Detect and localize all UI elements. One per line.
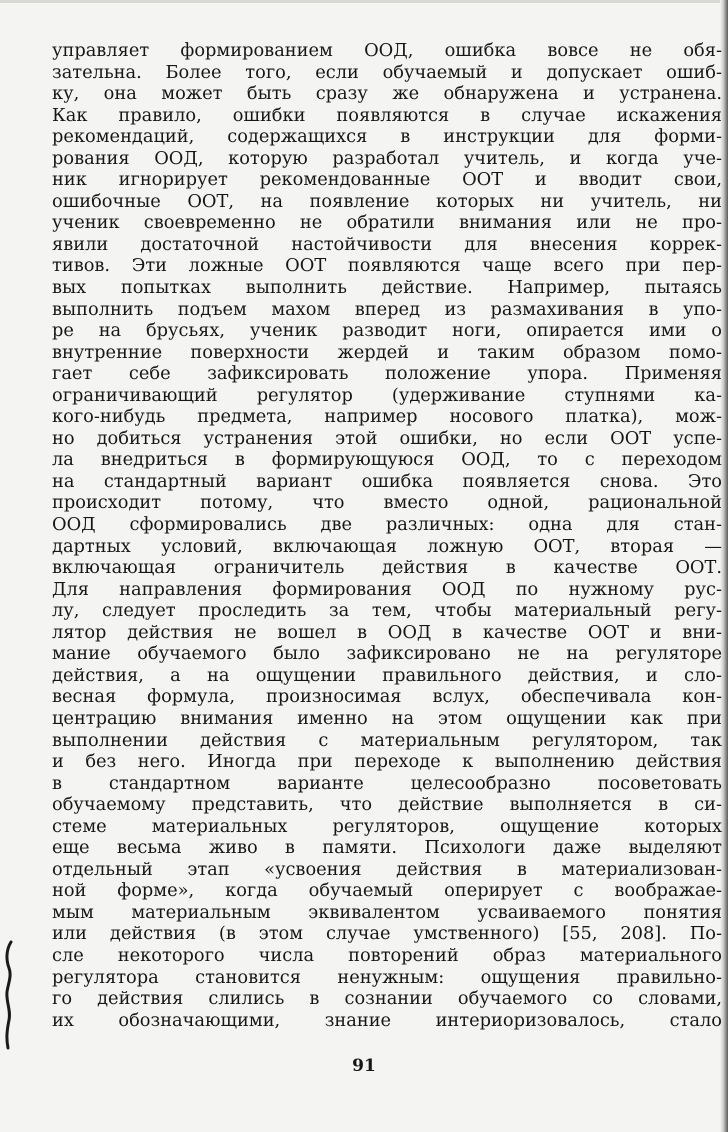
text-line: ной форме», когда обучаемый оперирует с воображае- xyxy=(52,880,722,902)
text-line: ку, она может быть сразу же обнаружена и устранена. xyxy=(52,83,722,105)
text-line: на стандартный вариант ошибка появляется снова. Это xyxy=(52,470,722,492)
text-line: внутренние поверхности жердей и таким образом помо- xyxy=(52,341,722,363)
text-line: ошибочные ООТ, на появление которых ни учитель, ни xyxy=(52,190,722,212)
text-line: гает себе зафиксировать положение упора. Применяя xyxy=(52,363,722,385)
body-text xyxy=(52,40,726,1031)
text-line: ла внедриться в формирующуюся ООД, то с переходом xyxy=(52,449,722,471)
text-line: лу, следует проследить за тем, чтобы материальный регу- xyxy=(52,600,722,622)
text-line: происходит потому, что вместо одной, рациональной xyxy=(52,492,722,514)
text-line: Для направления формирования ООД по нужному рус- xyxy=(52,578,722,600)
text-line: действия, а на ощущении правильного действия, и сло- xyxy=(52,664,722,686)
text-line: ник игнорирует рекомендованные ООТ и вводит свои, xyxy=(52,169,722,191)
text-line: Как правило, ошибки появляются в случае искажения xyxy=(52,104,722,126)
text-line: выполнить подъем махом вперед из размахивания в упо- xyxy=(52,298,722,320)
page-number: 91 xyxy=(352,1056,376,1076)
text-line: стеме материальных регуляторов, ощущение которых xyxy=(52,815,722,837)
text-line: тивов. Эти ложные ООТ появляются чаще всего при пер- xyxy=(52,255,722,277)
text-line: сле некоторого числа повторений образ материального xyxy=(52,944,722,966)
margin-pencil-mark xyxy=(2,940,16,1050)
text-line: но добиться устранения этой ошибки, но если ООТ успе- xyxy=(52,427,722,449)
text-line: и без него. Иногда при переходе к выполнению действия xyxy=(52,751,722,773)
text-line: или действия (в этом случае умственного) [55, 208]. По- xyxy=(52,923,722,945)
text-line: мым материальным эквивалентом усваиваемого понятия xyxy=(52,901,722,923)
text-line: явили достаточной настойчивости для внесения коррек- xyxy=(52,233,722,255)
text-line: в стандартном варианте целесообразно посоветовать xyxy=(52,772,722,794)
text-line: рекомендаций, содержащихся в инструкции для форми- xyxy=(52,126,722,148)
text-line: обучаемому представить, что действие выполняется в си- xyxy=(52,794,722,816)
text-line: регулятора становится ненужным: ощущения правильно- xyxy=(52,966,722,988)
text-line: рования ООД, которую разработал учитель, и когда уче- xyxy=(52,147,722,169)
text-line: отдельный этап «усвоения действия в материализован- xyxy=(52,858,722,880)
text-line: ООД сформировались две различных: одна для стан- xyxy=(52,514,722,536)
text-line: вых попытках выполнить действие. Например, пытаясь xyxy=(52,277,722,299)
text-line: включающая ограничитель действия в качестве ООТ. xyxy=(52,557,722,579)
text-line: ре на брусьях, ученик разводит ноги, опирается ими о xyxy=(52,320,722,342)
text-line: ограничивающий регулятор (удерживание ступнями ка- xyxy=(52,384,722,406)
text-line: дартных условий, включающая ложную ООТ, вторая — xyxy=(52,535,722,557)
text-line: выполнении действия с материальным регулятором, так xyxy=(52,729,722,751)
text-line: лятор действия не вошел в ООД в качестве ООТ и вни- xyxy=(52,621,722,643)
text-line: весная формула, произносимая вслух, обеспечивала кон- xyxy=(52,686,722,708)
text-line: го действия слились в сознании обучаемого со словами, xyxy=(52,988,722,1010)
text-line: еще весьма живо в памяти. Психологи даже выделяют xyxy=(52,837,722,859)
text-line: зательна. Более того, если обучаемый и допускает ошиб- xyxy=(52,61,722,83)
text-line: центрацию внимания именно на этом ощущении как при xyxy=(52,707,722,729)
text-line: их обозначающими, знание интериоризовалось, стало xyxy=(52,1009,722,1031)
text-line: кого-нибудь предмета, например носового платка), мож- xyxy=(52,406,722,428)
text-line: ученик своевременно не обратили внимания или не про- xyxy=(52,212,722,234)
text-line: мание обучаемого было зафиксировано не на регуляторе xyxy=(52,643,722,665)
page-top-edge xyxy=(0,0,728,3)
text-line: управляет формированием ООД, ошибка вовсе не обя- xyxy=(52,40,722,61)
